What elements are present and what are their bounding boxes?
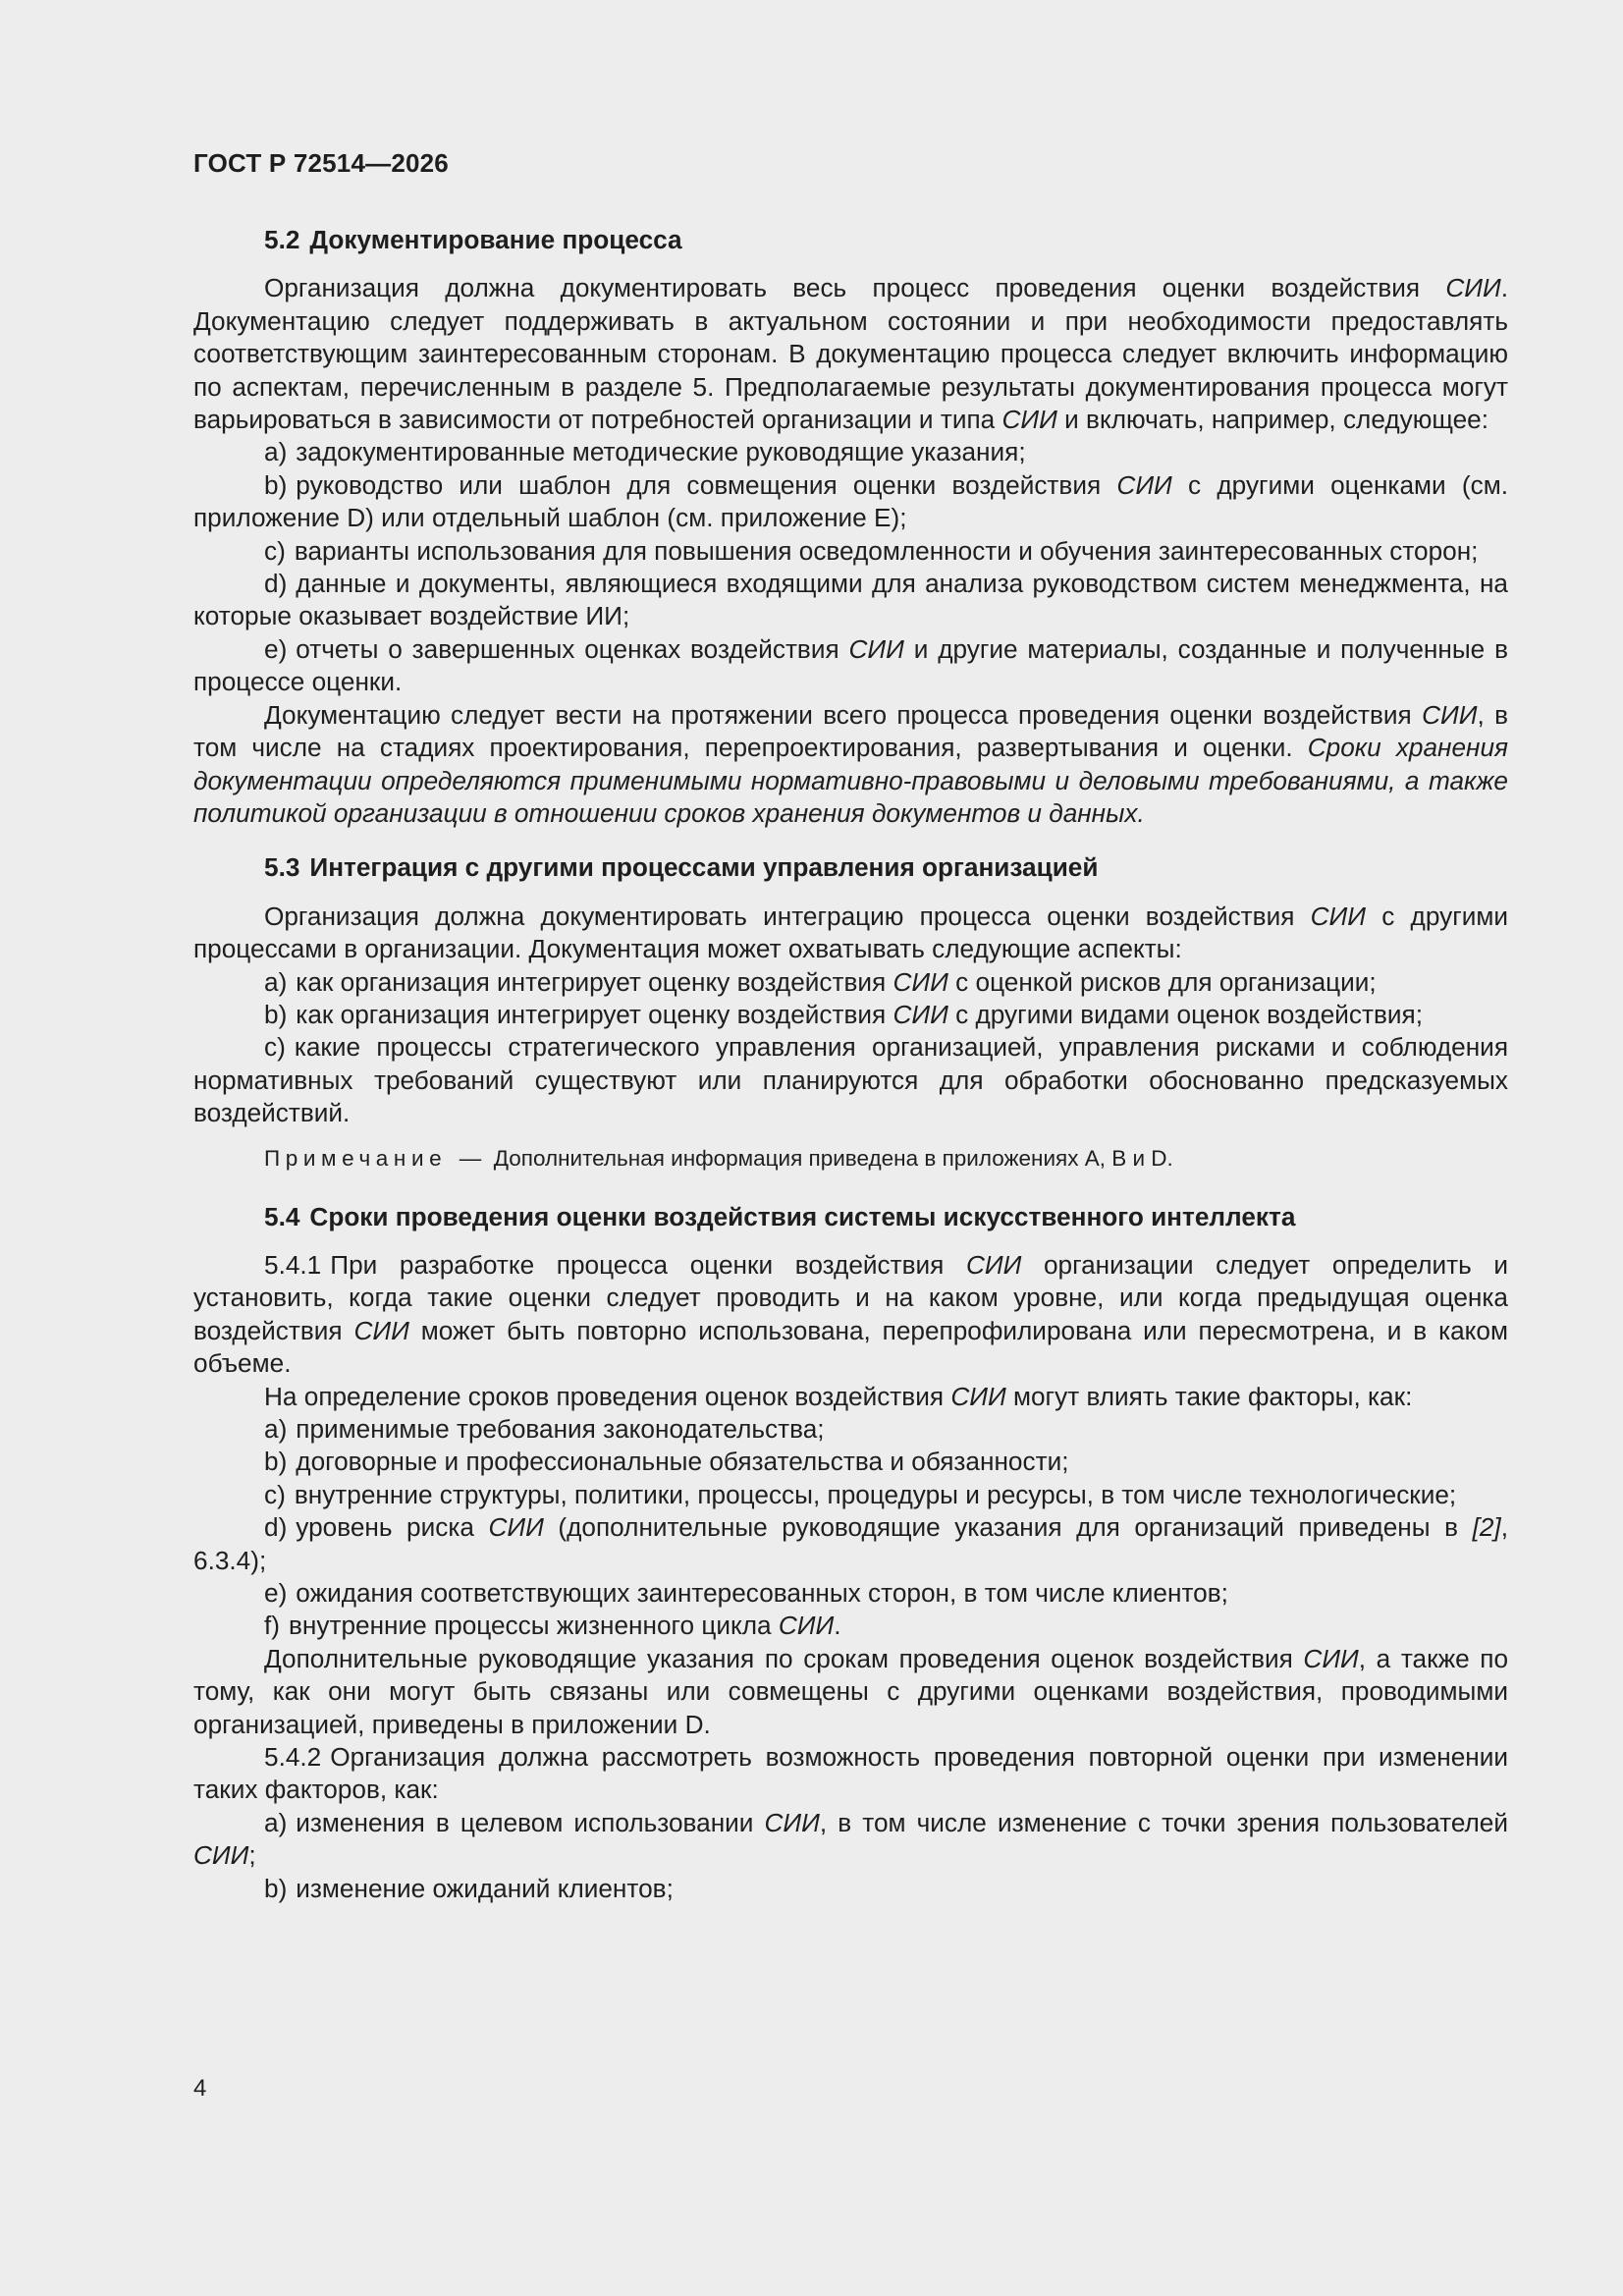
- list-item: d) данные и документы, являющиеся входящими для анализа руководством систем менеджмента, на которые оказывает воздействие ИИ;: [193, 569, 1508, 631]
- paragraph: На определение сроков проведения оценок воздействия СИИ могут влиять такие факторы, как:: [264, 1381, 1413, 1411]
- note-label: Примечание: [264, 1145, 448, 1171]
- section-5-4-heading: [193, 1201, 1508, 1233]
- list-item: f) внутренние процессы жизненного цикла СИИ.: [264, 1611, 841, 1641]
- paragraph: Организация должна документировать весь процесс проведения оценки воздействия СИИ. Документацию следует поддерживать в актуальном состоянии и при необходимости предоставлять соответствующим заинтересованным сторонам. В документацию процесса следует включить информацию по аспектам, перечисленным в разделе 5. Предполагаемые результаты документирования процесса могут варьироваться в зависимости от потребностей организации и типа СИИ и включать, например, следующее:: [193, 273, 1508, 435]
- section-number: 5.4: [264, 1201, 300, 1231]
- list-item: e) ожидания соответствующих заинтересованных сторон, в том числе клиентов;: [264, 1578, 1228, 1609]
- section-5-2-heading: [193, 224, 1508, 256]
- list-item: b) руководство или шаблон для совмещения оценки воздействия СИИ с другими оценками (см. приложение D) или отдельный шаблон (см. приложение E);: [193, 469, 1508, 533]
- section-number: 5.3: [264, 852, 300, 883]
- list-item: b) договорные и профессиональные обязательства и обязанности;: [264, 1447, 1069, 1477]
- document-header: ГОСТ Р 72514—2026: [193, 148, 449, 178]
- section-title: Сроки проведения оценки воздействия системы искусственного интеллекта: [309, 1201, 1296, 1231]
- paragraph: 5.4.1 При разработке процесса оценки воздействия СИИ организации следует определить и установить, когда такие оценки следует проводить и на каком уровне, или когда предыдущая оценка воздействия СИИ может быть повторно использована, перепрофилирована или пересмотрена, и в каком объеме.: [193, 1249, 1508, 1379]
- list-item: e) отчеты о завершенных оценках воздействия СИИ и другие материалы, созданные и полученные в процессе оценки.: [193, 633, 1508, 697]
- list-item: c) варианты использования для повышения осведомленности и обучения заинтересованных сторон;: [264, 535, 1479, 566]
- section-title: Документирование процесса: [309, 225, 682, 254]
- paragraph: Дополнительные руководящие указания по срокам проведения оценок воздействия СИИ, а также по тому, как они могут быть связаны или совмещены с другими оценками воздействия, проводимыми организацией, приведены в приложении D.: [193, 1643, 1509, 1739]
- list-item: a) применимые требования законодательства;: [264, 1414, 825, 1444]
- list-item: a) как организация интегрирует оценку воздействия СИИ с оценкой рисков для организации;: [264, 966, 1377, 997]
- page-content: [193, 224, 1508, 1905]
- paragraph: 5.4.2 Организация должна рассмотреть возможность проведения повторной оценки при изменении таких факторов, как:: [193, 1742, 1508, 1805]
- note: Примечание — Дополнительная информация приведена в приложениях A, B и D.: [264, 1145, 1173, 1171]
- page-number: 4: [193, 2075, 207, 2102]
- list-item: c) какие процессы стратегического управления организацией, управления рисками и соблюдения нормативных требований существуют или планируются для обработки обоснованно предсказуемых воздействий.: [193, 1032, 1508, 1128]
- paragraph: Организация должна документировать интеграцию процесса оценки воздействия СИИ с другими процессами в организации. Документация может охватывать следующие аспекты:: [193, 901, 1509, 964]
- list-item: a) изменения в целевом использовании СИИ, в том числе изменение с точки зрения пользователей СИИ;: [193, 1807, 1508, 1871]
- list-item: c) внутренние структуры, политики, процессы, процедуры и ресурсы, в том числе технологические;: [264, 1479, 1457, 1509]
- paragraph: Документацию следует вести на протяжении всего процесса проведения оценки воздействия СИИ, в том числе на стадиях проектирования, перепроектирования, развертывания и оценки. Сроки хранения документации определяются применимыми нормативно-правовыми и деловыми требованиями, а также политикой организации в отношении сроков хранения документов и данных.: [193, 699, 1509, 828]
- section-number: 5.2: [264, 225, 300, 254]
- section-5-3-heading: [193, 851, 1508, 884]
- section-title: Интеграция с другими процессами управления организацией: [309, 852, 1099, 883]
- list-item: a) задокументированные методические руководящие указания;: [264, 437, 1026, 467]
- list-item: b) изменение ожиданий клиентов;: [264, 1873, 674, 1903]
- list-item: d) уровень риска СИИ (дополнительные руководящие указания для организаций приведены в [2], 6.3.4);: [193, 1512, 1508, 1575]
- list-item: b) как организация интегрирует оценку воздействия СИИ с другими видами оценок воздействия;: [264, 999, 1423, 1029]
